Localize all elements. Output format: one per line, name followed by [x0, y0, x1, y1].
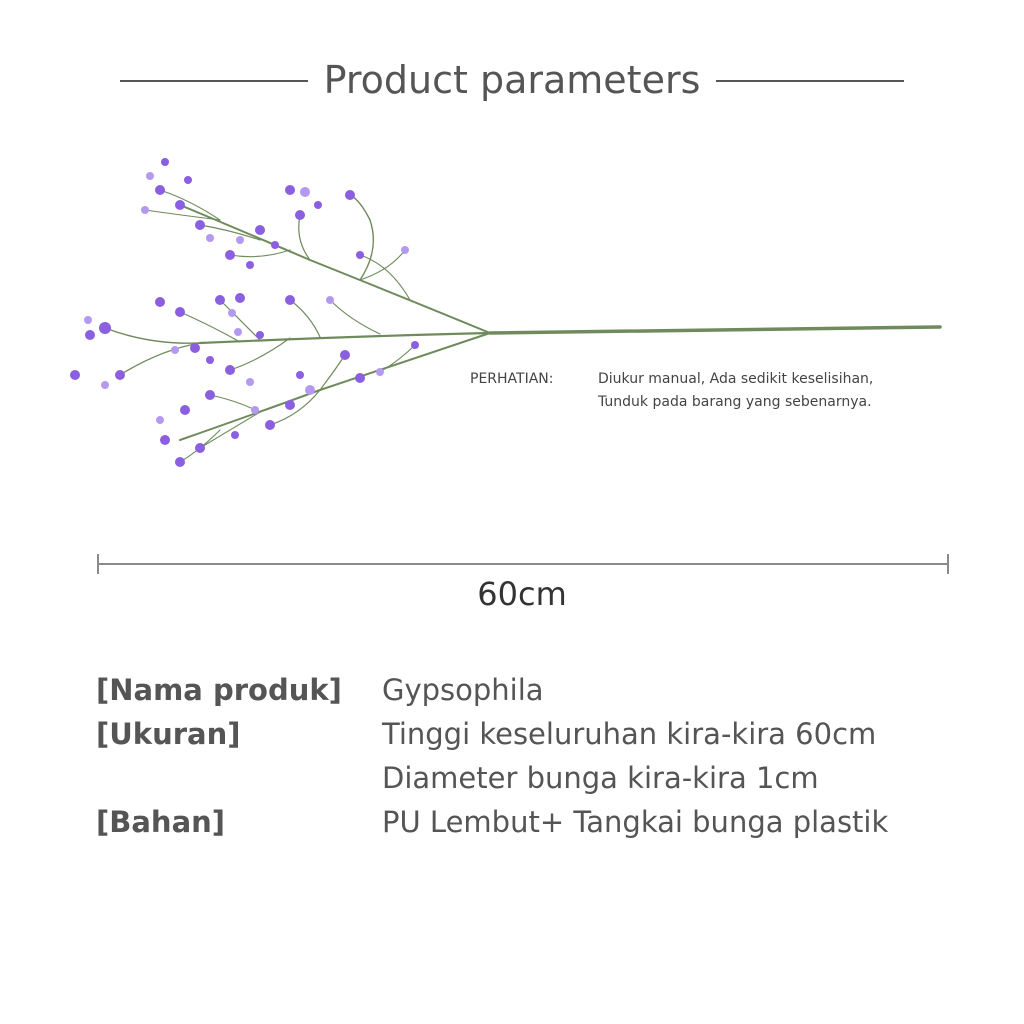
title-divider-right [716, 80, 904, 82]
spec-key-material: [Bahan] [96, 805, 226, 839]
notice-label: PERHATIAN: [470, 371, 554, 387]
product-specs [96, 668, 976, 844]
spec-row-name [96, 668, 976, 712]
gypsophila-flower-image [60, 150, 950, 480]
page-title: Product parameters [323, 58, 701, 102]
spec-value-size-diameter: Diameter bunga kira-kira 1cm [382, 761, 819, 795]
title-row [0, 56, 1024, 104]
notice-line-2: Tunduk pada barang yang sebenarnya. [598, 394, 872, 410]
spec-value-name: Gypsophila [382, 673, 544, 707]
title-divider-left [120, 80, 308, 82]
flower-blossoms [70, 158, 419, 467]
flower-stems [105, 190, 940, 462]
length-label: 60cm [477, 575, 567, 613]
spec-key-name: [Nama produk] [96, 673, 342, 707]
spec-key-size: [Ukuran] [96, 717, 241, 751]
notice-line-1: Diukur manual, Ada sedikit keselisihan, [598, 371, 874, 387]
spec-value-size-height: Tinggi keseluruhan kira-kira 60cm [382, 717, 877, 751]
dimension-bar [99, 563, 947, 565]
dimension-cap-right [947, 554, 949, 574]
spec-row-material [96, 800, 976, 844]
spec-row-size-diameter [96, 756, 976, 800]
spec-value-material: PU Lembut+ Tangkai bunga plastik [382, 805, 889, 839]
notice-text [598, 368, 873, 414]
spec-row-size [96, 712, 976, 756]
length-dimension-line [97, 552, 949, 576]
